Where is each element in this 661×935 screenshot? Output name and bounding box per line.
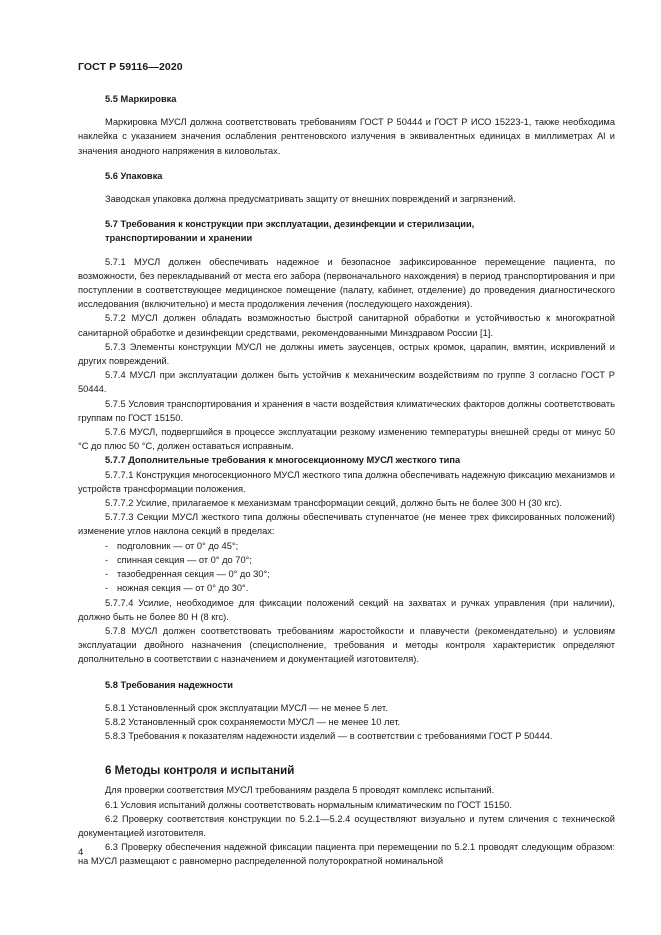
list-item xyxy=(78,567,615,581)
list-item xyxy=(78,553,615,567)
list-item xyxy=(78,539,615,553)
dash-marker: - xyxy=(105,583,109,594)
clause-6-1: 6.1 Условия испытаний должны соответствовать нормальным климатическим по ГОСТ 15150. xyxy=(105,799,512,810)
section-5-6-text: Заводская упаковка должна предусматривать защиту от внешних повреждений и загрязнений. xyxy=(105,194,516,205)
list-item-text: ножная секция — от 0° до 30°. xyxy=(117,583,249,594)
list-item-text: тазобедренная секция — 0° до 30°; xyxy=(117,569,270,580)
clause-5-7-1: 5.7.1 МУСЛ должен обеспечивать надежное и безопасное зафиксированное перемещение пациента, по возможности, без перекладываний от места его забора (первоначального нахождения) в период транспортирования и при поступлении в соответствующее медицинское помещение (палату, кабинет, отделение) до проведения диагностического исследования (включительно) и места продолжения лечения (последующего нахождения). xyxy=(78,256,615,310)
section-6-intro: Для проверки соответствия МУСЛ требованиям раздела 5 проводят комплекс испытаний. xyxy=(105,785,495,796)
clause-5-7-8: 5.7.8 МУСЛ должен соответствовать требованиям жаростойкости и плавучести (рекомендательно) и условиям эксплуатации двойного назначения (специсполнение, требования и методы контроля характеристик определяют дополнительно в соответствии с назначением и документацией изготовителя). xyxy=(78,625,615,665)
section-5-7-title-line1: 5.7 Требования к конструкции при эксплуатации, дезинфекции и стерилизации, xyxy=(105,219,475,230)
list-item-text: подголовник — от 0° до 45°; xyxy=(117,540,239,551)
clause-5-7-5: 5.7.5 Условия транспортирования и хранения в части воздействия климатических факторов должны соответствовать группам по ГОСТ 15150. xyxy=(78,398,615,423)
clause-5-8-1: 5.8.1 Установленный срок эксплуатации МУСЛ — не менее 5 лет. xyxy=(105,702,388,713)
section-5-5-title: 5.5 Маркировка xyxy=(105,94,177,104)
section-5-8-title: 5.8 Требования надежности xyxy=(105,679,234,690)
clause-5-7-4: 5.7.4 МУСЛ при эксплуатации должен быть устойчив к механическим воздействиям по группе 3 согласно ГОСТ Р 50444. xyxy=(78,370,615,395)
clause-5-7-7-4: 5.7.7.4 Усилие, необходимое для фиксации положений секций на захватах и ручках управления (при наличии), должно быть не более 80 Н (8 кгс). xyxy=(78,597,615,622)
section-5-5-text: Маркировка МУСЛ должна соответствовать требованиям ГОСТ Р 50444 и ГОСТ Р ИСО 15223-1, также необходима наклейка с указанием значения ослабления рентгеновского излучения в эквивалентных единицах в миллиметрах Al и значения анодного напряжения в киловольтах. xyxy=(78,117,615,156)
clause-5-8-3: 5.8.3 Требования к показателям надежности изделий — в соответствии с требованиями ГОСТ Р 50444. xyxy=(105,731,553,742)
clause-5-7-3: 5.7.3 Элементы конструкции МУСЛ не должны иметь заусенцев, острых кромок, царапин, вмятин, искривлений и других повреждений. xyxy=(78,341,615,367)
clause-5-7-7-2: 5.7.7.2 Усилие, прилагаемое к механизмам трансформации секций, должно быть не более 300 Н (30 кгс). xyxy=(105,498,562,509)
clause-6-2: 6.2 Проверку соответствия конструкции по 5.2.1—5.2.4 осуществляют визуально и путем сличения с технической документацией изготовителя. xyxy=(78,813,615,838)
clause-5-7-6: 5.7.6 МУСЛ, подвергшийся в процессе эксплуатации резкому изменению температуры внешней среды от минус 50 °С до плюс 50 °С, должен оставаться исправным. xyxy=(78,427,615,452)
page-content xyxy=(78,92,615,869)
clause-6-3: 6.3 Проверку обеспечения надежной фиксации пациента при перемещении по 5.2.1 проводят следующим образом: на МУСЛ размещают с равномерно распределенной полуторократной номинальной xyxy=(78,842,615,867)
dash-marker: - xyxy=(105,554,109,565)
dash-marker: - xyxy=(105,569,109,580)
clause-5-7-7-1: 5.7.7.1 Конструкция многосекционного МУСЛ жесткого типа должна обеспечивать надежную фиксацию механизмов и устройств трансформации положения. xyxy=(78,469,615,494)
dash-marker: - xyxy=(105,540,109,551)
clause-5-7-7-3: 5.7.7.3 Секции МУСЛ жесткого типа должны обеспечивать ступенчатое (не менее трех фиксированных положений) изменение углов наклона секций в пределах: xyxy=(78,512,615,537)
clause-5-8-2: 5.8.2 Установленный срок сохраняемости МУСЛ — не менее 10 лет. xyxy=(105,716,401,727)
section-6-title: 6 Методы контроля и испытаний xyxy=(105,764,295,778)
clause-5-7-7-title: 5.7.7 Дополнительные требования к многосекционному МУСЛ жесткого типа xyxy=(105,455,461,466)
clause-5-7-2: 5.7.2 МУСЛ должен обладать возможностью быстрой санитарной обработки и устойчивостью к многократной санитарной обработке и дезинфекции средствами, рекомендованными Минздравом России [1]. xyxy=(78,313,615,338)
list-item xyxy=(78,581,615,595)
section-5-6-title: 5.6 Упаковка xyxy=(105,170,163,181)
document-header: ГОСТ Р 59116—2020 xyxy=(78,61,183,73)
page-number: 4 xyxy=(78,847,84,858)
section-5-7-title-line2: транспортировании и хранении xyxy=(105,233,253,244)
list-item-text: спинная секция — от 0° до 70°; xyxy=(117,554,252,565)
